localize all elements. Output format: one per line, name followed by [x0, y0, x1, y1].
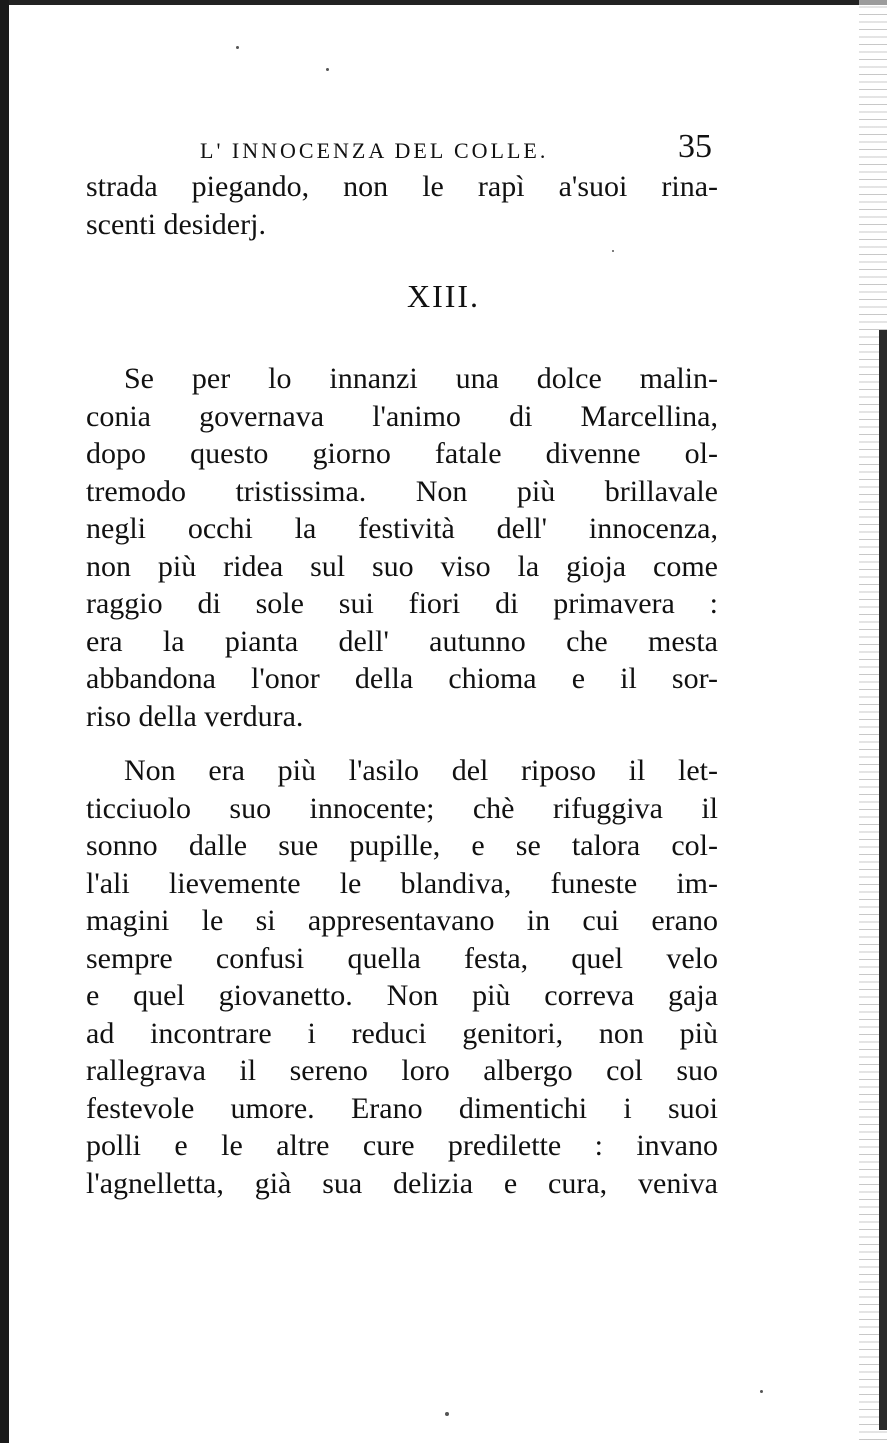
text-line: tremodo tristissima. Non più brillavale	[86, 474, 718, 508]
text-line: Non era più l'asilo del riposo il let-	[124, 754, 718, 787]
text-line: dopo questo giorno fatale divenne ol-	[86, 437, 718, 470]
text-line: scenti desiderj.	[86, 207, 266, 241]
scan-edge-top	[0, 0, 887, 5]
text-line: negli occhi la festività dell' innocenza,	[86, 512, 718, 545]
scan-edge-left	[0, 0, 9, 1443]
text-line: riso della verdura.	[86, 699, 304, 733]
text-line: raggio di sole sui fiori di primavera :	[86, 587, 718, 620]
text-line: e quel giovanetto. Non più correva gaja	[86, 979, 718, 1012]
text-line: l'agnelletta, già sua delizia e cura, veniva	[86, 1166, 718, 1200]
chapter-heading: XIII.	[406, 278, 481, 314]
text-line: rallegrava il sereno loro albergo col suo	[86, 1054, 718, 1087]
text-line: Se per lo innanzi una dolce malin-	[124, 362, 718, 395]
text-line: era la pianta dell' autunno che mesta	[86, 624, 718, 658]
text-line: non più ridea sul suo viso la gioja come	[86, 549, 718, 583]
page-number: 35	[678, 128, 712, 165]
text-line: sonno dalle sue pupille, e se talora col-	[86, 829, 718, 862]
text-line: sempre confusi quella festa, quel velo	[86, 941, 718, 975]
scan-speck	[760, 1390, 763, 1393]
text-line: polli e le altre cure predilette : invano	[86, 1129, 718, 1162]
scan-speck	[236, 46, 239, 49]
running-title: L' INNOCENZA DEL COLLE.	[200, 138, 549, 163]
text-line: ticciuolo suo innocente; chè rifuggiva il	[86, 791, 718, 825]
paragraph-2	[86, 752, 718, 1202]
text-line: magini le si appresentavano in cui erano	[86, 904, 718, 937]
scan-speck	[612, 250, 614, 252]
paragraph-1	[86, 360, 718, 735]
text-line: abbandona l'onor della chioma e il sor-	[86, 662, 718, 695]
text-line: ad incontrare i reduci genitori, non più	[86, 1016, 718, 1050]
scan-speck	[326, 68, 329, 71]
scan-speck	[445, 1412, 449, 1416]
scan-edge-right-shadow	[879, 330, 887, 1430]
continuation-text	[86, 168, 718, 243]
running-head	[200, 128, 712, 168]
text-line: strada piegando, non le rapì a'suoi rina-	[86, 170, 718, 203]
text-line: festevole umore. Erano dimentichi i suoi	[86, 1091, 718, 1125]
text-line: conia governava l'animo di Marcellina,	[86, 399, 718, 433]
text-line: l'ali lievemente le blandiva, funeste im-	[86, 866, 718, 900]
